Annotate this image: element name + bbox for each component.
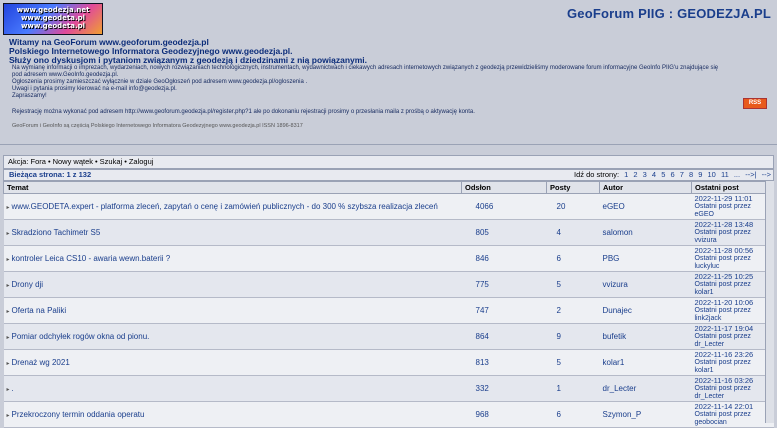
views-count: 775 [462,272,547,298]
last-post-user-link[interactable]: dr_Lecter [694,341,725,348]
column-posts: Posty [547,182,600,194]
last-post-date[interactable]: 2022-11-16 23:26 [694,350,754,359]
next-page-link[interactable]: --> [761,170,771,179]
last-post-user-link[interactable]: kolar1 [694,289,714,296]
last-post-cell [692,376,774,402]
last-post-user-link[interactable]: vvizura [694,237,717,244]
last-post-label: Ostatni post [694,307,732,314]
last-post-by [695,385,771,401]
last-post-by [695,307,771,323]
page-link[interactable]: 6 [670,170,675,179]
topic-cell [4,402,462,428]
posts-count: 2 [547,298,600,324]
by-word: przez [733,203,751,210]
site-logo[interactable] [3,3,103,35]
by-word: przez [733,411,751,418]
last-post-label: Ostatni post [694,359,732,366]
author-link[interactable]: vvizura [600,272,692,298]
topic-title-link[interactable]: Skradziono Tachimetr S5 [11,228,101,237]
action-login[interactable]: Zaloguj [128,157,154,166]
by-word: przez [733,255,751,262]
expand-arrow-icon[interactable]: ▸ [6,387,10,393]
last-page-link[interactable]: -->| [745,170,757,179]
author-link[interactable]: bufetik [600,324,692,350]
topic-cell [4,194,462,220]
page-ellipsis-link[interactable]: ... [733,170,741,179]
vertical-scrollbar[interactable] [765,181,774,423]
views-count: 968 [462,402,547,428]
author-link[interactable]: PBG [600,246,692,272]
last-post-date[interactable]: 2022-11-17 19:04 [694,324,754,333]
expand-arrow-icon[interactable]: ▸ [6,413,10,419]
last-post-label: Ostatni post [694,255,732,262]
by-word: przez [733,359,751,366]
page-link[interactable]: 8 [688,170,694,179]
pagination-bar [3,169,774,181]
expand-arrow-icon[interactable]: ▸ [6,361,10,367]
last-post-by [695,203,771,219]
views-count: 332 [462,376,547,402]
topic-cell [4,220,462,246]
topic-title-link[interactable]: Pomiar odchyłek rogów okna od pionu. [11,332,150,341]
views-count: 4066 [462,194,547,220]
last-post-cell [692,324,774,350]
author-link[interactable]: Dunajec [600,298,692,324]
last-post-cell [692,350,774,376]
header-area [0,0,777,152]
topic-cell [4,246,462,272]
logo-text-1: www.geodezja.net [16,6,90,14]
logo-text-2: www.geodeta.pl [20,14,86,22]
last-post-label: Ostatni post [694,281,732,288]
page-link[interactable]: 9 [698,170,703,179]
last-post-label: Ostatni post [694,229,732,236]
table-row[interactable] [4,272,774,298]
table-row[interactable] [4,324,774,350]
goto-page-label: Idź do strony: [574,170,620,179]
page-link[interactable]: 3 [642,170,647,179]
last-post-cell [692,246,774,272]
expand-arrow-icon[interactable]: ▸ [6,231,10,237]
last-post-user-link[interactable]: geobocian [694,419,727,426]
topic-title-link[interactable]: Oferta na Paliki [11,306,67,315]
current-page-info [9,170,91,180]
last-post-label: Ostatni post [694,411,732,418]
action-bar [3,155,774,169]
page-links [574,170,771,180]
last-post-cell [692,220,774,246]
expand-arrow-icon[interactable]: ▸ [6,309,10,315]
posts-count: 1 [547,376,600,402]
author-link[interactable]: Szymon_P [600,402,692,428]
author-link[interactable]: eGEO [600,194,692,220]
by-word: przez [733,333,751,340]
welcome-info-4: Zapraszamy! [12,93,47,99]
author-link[interactable]: dr_Lecter [600,376,692,402]
last-post-by [695,411,771,427]
last-post-user-link[interactable]: kolar1 [694,367,714,374]
logo-text-3: www.geodeta.pl [20,22,86,30]
last-post-cell [692,298,774,324]
posts-count: 5 [547,350,600,376]
registration-note: Rejestrację można wykonać pod adresem http://www.geoforum.geodezja.pl/register.php?1 ale po dokonaniu rejestracji prosimy o przesłania maila z prośbą o aktywację konta. [12,109,475,115]
page-link[interactable]: 10 [707,170,716,179]
welcome-line-3: Służy ono dyskusjom i pytaniom związanym z geodezją i dziedzinami z nią powiązanymi. [9,55,368,65]
last-post-label: Ostatni post [694,385,732,392]
issn-note: GeoForum i GeoInfo są częścią Polskiego Internetowego Informatora Geodezyjnego www.geodezja.pl ISSN 1896-8317 [12,123,303,129]
author-link[interactable]: salomon [600,220,692,246]
last-post-by [695,255,771,271]
last-post-label: Ostatni post [694,203,732,210]
topic-title-link[interactable]: Przekroczony termin oddania operatu [11,410,145,419]
column-last-post: Ostatni post [692,182,774,194]
author-link[interactable]: kolar1 [600,350,692,376]
topic-table-header [4,182,774,194]
welcome-block [9,38,729,100]
column-topic: Temat [4,182,462,194]
last-post-date[interactable]: 2022-11-29 11:01 [694,194,753,203]
last-post-cell [692,194,774,220]
page-link[interactable]: 1 [624,170,629,179]
action-label: Akcja: [8,157,29,166]
topic-title-link[interactable]: kontroler Leica CS10 - awaria wewn.baterii ? [11,254,171,263]
posts-count: 6 [547,246,600,272]
header-divider [0,144,777,145]
action-forums[interactable]: Fora [30,157,46,166]
topic-title-link[interactable]: . [11,384,14,393]
current-page-label: Bieżąca strona: [9,170,65,179]
last-post-by [695,281,771,297]
last-post-label: Ostatni post [694,333,732,340]
views-count: 864 [462,324,547,350]
topic-cell [4,376,462,402]
topic-cell [4,298,462,324]
last-post-date[interactable]: 2022-11-25 10:25 [694,272,754,281]
action-new-thread[interactable]: Nowy wątek [52,157,94,166]
welcome-info-1: Na wymianę informacji o imprezach, wydarzeniach, nowych rozwiązaniach technologicznych, instrumentach, wydawnictwach i ciekawych adresach internetowych związanych z geodezją przewidzieliśmy moderowane forum informacyjne GeoInfo PIIG'u znajdujące się pod adresem www.GeoInfo.geodezja.pl. [12,65,719,78]
posts-count: 4 [547,220,600,246]
page-link[interactable]: 7 [679,170,684,179]
last-post-by [695,333,771,349]
last-post-date[interactable]: 2022-11-20 10:06 [694,298,754,307]
action-separator: • [95,157,98,166]
topic-cell [4,350,462,376]
action-search[interactable]: Szukaj [99,157,123,166]
last-post-cell [692,272,774,298]
posts-count: 20 [547,194,600,220]
total-pages-link[interactable]: 132 [78,170,92,179]
posts-count: 6 [547,402,600,428]
action-separator: • [47,157,51,166]
last-post-user-link[interactable]: eGEO [694,211,714,218]
topic-title-link[interactable]: Drenaż wg 2021 [11,358,70,367]
page-link[interactable]: 4 [651,170,657,179]
views-count: 846 [462,246,547,272]
action-separator: • [124,157,127,166]
topic-cell [4,324,462,350]
last-post-user-link[interactable]: dr_Lecter [694,393,725,400]
table-row[interactable] [4,194,774,220]
column-author: Autor [600,182,692,194]
last-post-user-link[interactable]: luckyluc [694,263,720,270]
page-link[interactable]: 2 [633,170,638,179]
table-row[interactable] [4,376,774,402]
table-row[interactable] [4,350,774,376]
page-of-word: z [72,170,77,179]
posts-count: 5 [547,272,600,298]
last-post-by [695,229,771,245]
last-post-date[interactable]: 2022-11-28 13:48 [694,220,754,229]
last-post-by [695,359,771,375]
table-row[interactable] [4,246,774,272]
page-link[interactable]: 11 [720,170,729,179]
expand-arrow-icon[interactable]: ▸ [6,205,10,211]
by-word: przez [733,281,751,288]
topic-title-link[interactable]: Drony dji [11,280,44,289]
by-word: przez [733,385,751,392]
last-post-user-link[interactable]: link2jack [694,315,722,322]
views-count: 805 [462,220,547,246]
expand-arrow-icon[interactable]: ▸ [6,335,10,341]
table-row[interactable] [4,298,774,324]
topic-title-link[interactable]: www.GEODETA.expert - platforma zleceń, zapytań o cenę i zamówień publicznych - do 300 % szybsza realizacja zleceń [11,202,438,211]
by-word: przez [733,229,751,236]
topic-table [3,181,774,428]
table-row[interactable] [4,402,774,428]
last-post-date[interactable]: 2022-11-16 03:26 [694,376,754,385]
site-brand[interactable]: GeoForum PIIG : GEODEZJA.PL [566,6,771,21]
last-post-cell [692,402,774,428]
expand-arrow-icon[interactable]: ▸ [6,257,10,263]
last-post-date[interactable]: 2022-11-14 22:01 [694,402,754,411]
page-link[interactable]: 5 [661,170,666,179]
posts-count: 9 [547,324,600,350]
welcome-line-2: Polskiego Internetowego Informatora Geodezyjnego www.geodezja.pl. [9,46,293,56]
welcome-info-2: Ogłoszenia prosimy zamieszczać wyłącznie w dziale GeoOgłoszeń pod adresem www.geodezja.pl/ogloszenia . [12,79,308,85]
views-count: 813 [462,350,547,376]
column-views: Odsłon [462,182,547,194]
topic-cell [4,272,462,298]
views-count: 747 [462,298,547,324]
table-row[interactable] [4,220,774,246]
last-post-date[interactable]: 2022-11-28 00:56 [694,246,754,255]
welcome-line-1: Witamy na GeoForum www.geoforum.geodezja.pl [9,37,209,47]
welcome-info-3: Uwagi i pytania prosimy kierować na e-mail info@geodezja.pl. [12,86,177,92]
by-word: przez [733,307,751,314]
current-page-number[interactable]: 1 [66,170,71,179]
expand-arrow-icon[interactable]: ▸ [6,283,10,289]
rss-button[interactable]: RSS [743,98,767,109]
